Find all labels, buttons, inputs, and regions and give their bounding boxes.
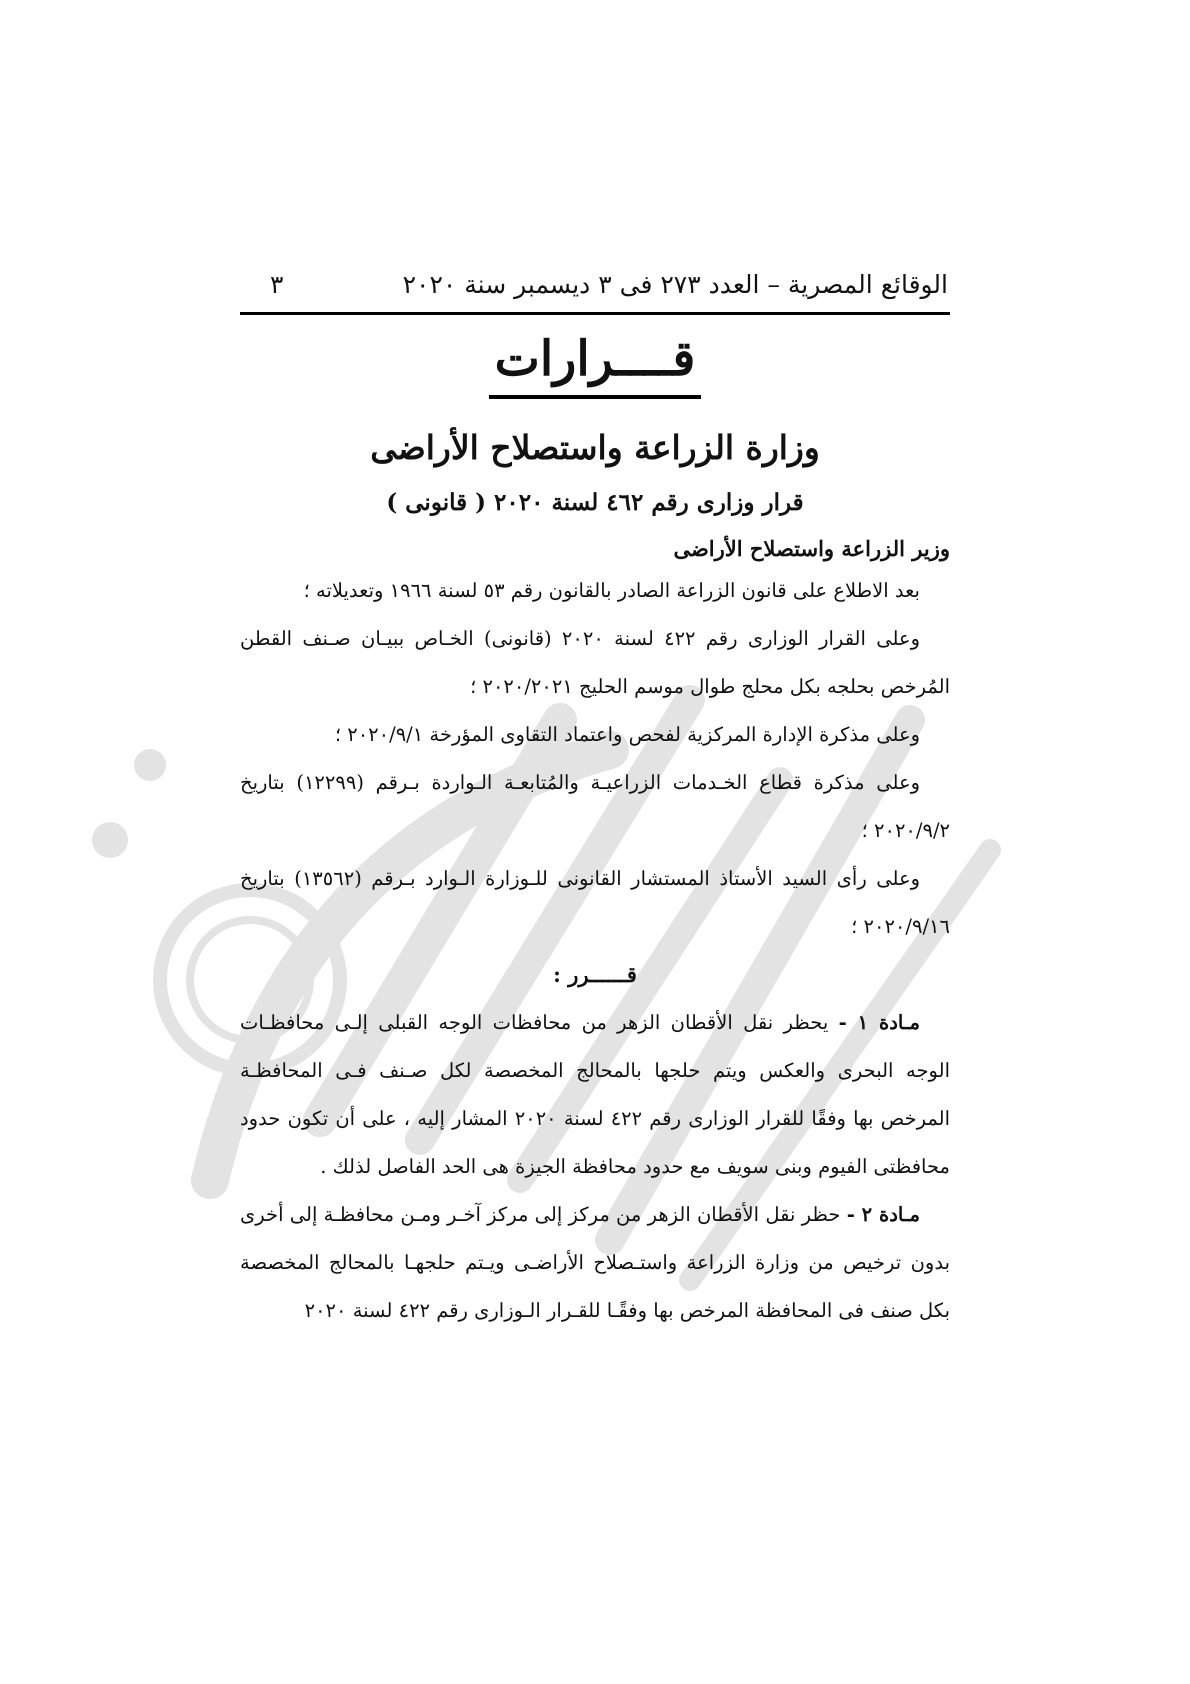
preamble-paragraph: وعلى مذكرة الإدارة المركزية لفحص واعتماد التقاوى المؤرخة ٢٠٢٠/٩/١ ؛ [334, 723, 920, 746]
decides-heading: قــــــرر : [553, 962, 637, 987]
section-title-text: قــــرارات [489, 327, 702, 399]
header-rule [240, 312, 950, 315]
minister-line: وزير الزراعة واستصلاح الأراضى [673, 536, 950, 561]
article-label: مـادة ١ - [838, 1011, 921, 1034]
preamble-paragraph: وعلى رأى السيد الأستاذ المستشار القانونى للـوزارة الـوارد بـرقم (١٣٥٦٢) بتاريخ ٢٠٢٠/٩/١٦ ؛ [240, 867, 950, 938]
section-title [240, 327, 950, 399]
decree-title: قرار وزارى رقم ٤٦٢ لسنة ٢٠٢٠ ( قانونى ) [386, 489, 804, 516]
article-text: يحظر نقل الأقطان الزهر من محافظات الوجه القبلى إلـى محافظـات الوجه البحرى والعكس ويتم حلجها بالمحالج المخصصة لكل صـنف فـى المحافظـة المرخص بها وفقًا للقرار الوزارى رقم ٤٢٢ لسنة ٢٠٢٠ المشار إليه ، على أن تكون حدود محافظتى الفيوم وبنى سويف مع حدود محافظة الجيزة هى الحد الفاصل لذلك . [240, 1011, 950, 1178]
preamble-paragraph: وعلى مذكرة قطاع الخـدمات الزراعيـة والمُتابعـة الـواردة بـرقم (١٢٢٩٩) بتاريخ ٢٠٢٠/٩/٢ ؛ [240, 771, 950, 842]
article-label: مـادة ٢ - [846, 1203, 920, 1226]
page-number: ٣ [270, 270, 284, 299]
article-text: حظر نقل الأقطان الزهر من مركز إلى مركز آخـر ومـن محافظـة إلى أخرى بدون ترخيص من وزارة الزراعة واستـصلاح الأراضـى ويـتم حلجهـا بالمحالج المخصصة بكل صنف فى المحافظة المرخص بها وفقًـا للقـرار الـوزارى رقم ٤٢٢ لسنة ٢٠٢٠ [240, 1203, 950, 1322]
header-title: الوقائع المصرية – العدد ٢٧٣ فى ٣ ديسمبر سنة ٢٠٢٠ [402, 270, 948, 299]
article-paragraph [240, 1191, 950, 1335]
ministry-heading: وزارة الزراعة واستصلاح الأراضى [370, 428, 820, 467]
document-page [240, 268, 950, 1335]
running-header [240, 268, 950, 312]
preamble-paragraph: وعلى القرار الوزارى رقم ٤٢٢ لسنة ٢٠٢٠ (قانونى) الخـاص ببيـان صـنف القطن المُرخص بحلجه بكل محلج طوال موسم الحليج ٢٠٢٠/٢٠٢١ ؛ [240, 627, 950, 698]
article-paragraph [240, 999, 950, 1191]
preamble-paragraph: بعد الاطلاع على قانون الزراعة الصادر بالقانون رقم ٥٣ لسنة ١٩٦٦ وتعديلاته ؛ [303, 579, 920, 602]
